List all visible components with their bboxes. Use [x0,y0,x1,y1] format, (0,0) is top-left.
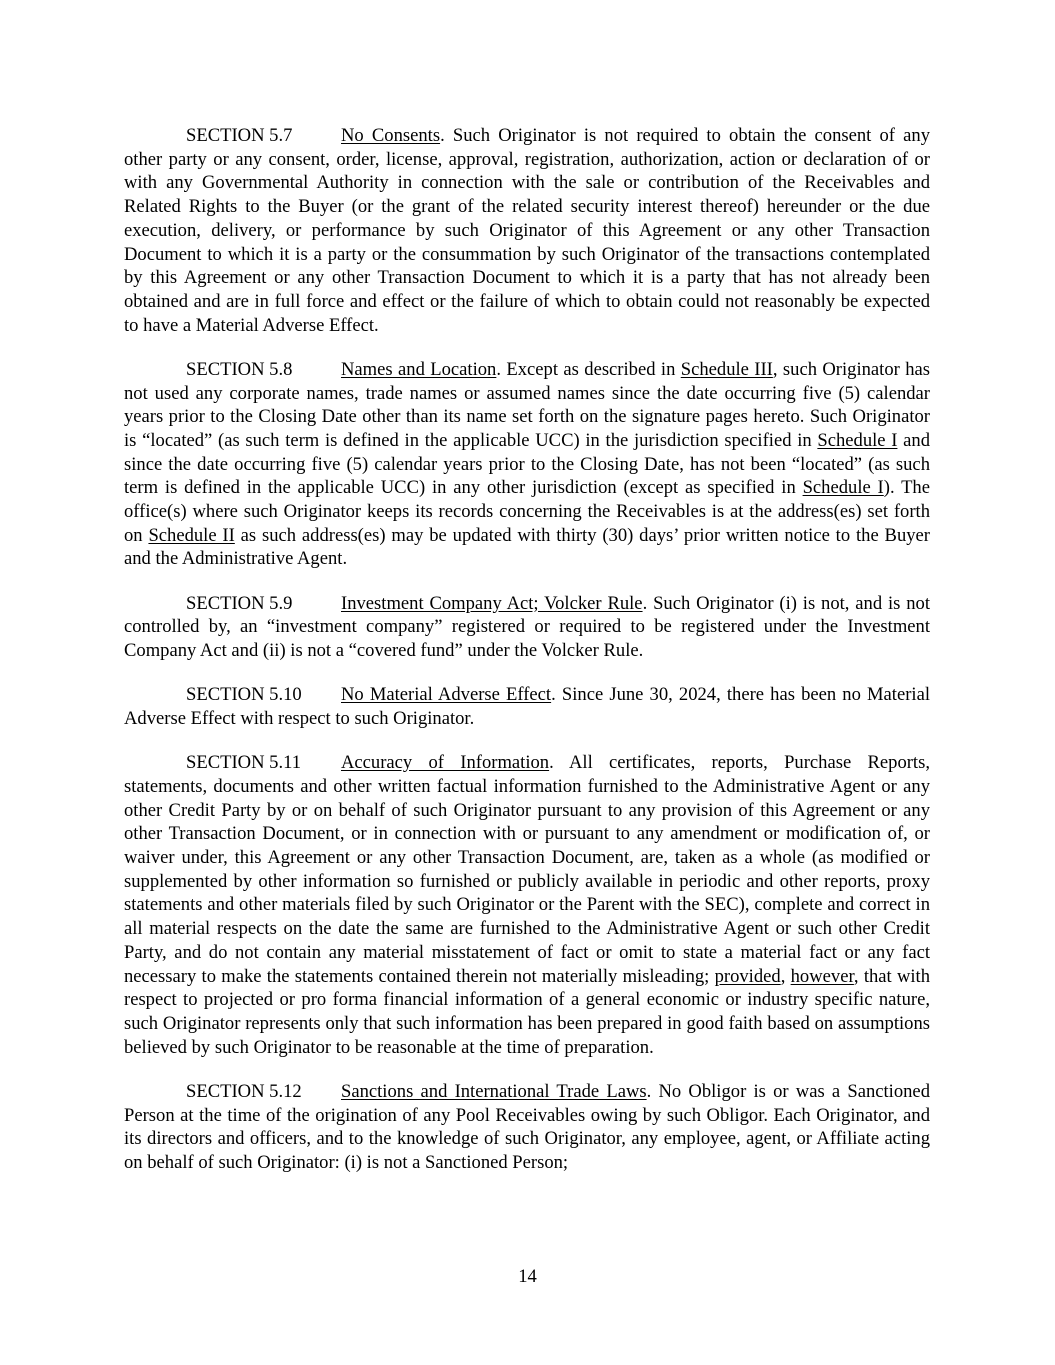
section-text: ). The office(s) where such Originator keeps its records concerning the Receivables is at the address(es) set forth on [124,477,930,546]
section-paragraph: SECTION 5.7 No Consents. Such Originator is not required to obtain the consent of any other party or any consent, order, license, approval, registration, authorization, action or declaration of or with any Governmental Authority in connection with the sale or contribution of the Receivables and Related Rights to the Buyer (or the grant of the related security interest thereof) hereunder or the due execution, delivery, or performance by such Originator of this Agreement or any other Transaction Document to which it is a party or the consummation by such Originator of the transactions contemplated by this Agreement or any other Transaction Document to which it is a party that has not already been obtained and are in full force and effect or the failure of which to obtain could not reasonably be expected to have a Material Adverse Effect. [124,125,931,336]
section-title: Investment Company Act; Volcker Rule [341,592,643,614]
underlined-term: Schedule I [817,429,898,451]
section-title: Sanctions and International Trade Laws [341,1080,647,1102]
underlined-term: provided [714,965,781,987]
section-text: Such Originator (i) is not, and is not controlled by, an “investment company” registered or required to be registered under the Investment Company Act and (ii) is not a “covered fund” under the Volcker Rule. [124,592,930,662]
section-number: SECTION 5.12 [186,1080,302,1102]
section-number: SECTION 5.10 [186,684,302,706]
section-text: and since the date occurring five (5) calendar years prior to the Closing Date, has not been “located” (as such term is defined in the applicable UCC) in any other jurisdiction (except as specified in [124,429,930,499]
section-text: All certificates, reports, Purchase Reports, statements, documents and other written factual information furnished to the Administrative Agent or any other Credit Party by or on behalf of such Originator pursuant to any provision of this Agreement or any other Transaction Document, or in connection with or pursuant to any amendment or modification of, or waiver under, this Agreement or any other Transaction Document, are, taken as a whole (as modified or supplemented by other information so furnished or publicly available in periodic and other reports, proxy statements and other materials filed by such Originator or the Parent with the SEC), complete and correct in all material respects on the date the same are furnished to the Administrative Agent or such other Credit Party, and do not contain any material misstatement of fact or omit to state a material fact or any fact necessary to make the statements contained therein not materially misleading; [124,752,930,987]
section-text: Since June 30, 2024, there has been no Material Adverse Effect with respect to such Originator. [124,684,931,729]
section-number: SECTION 5.11 [186,752,302,774]
section-paragraph: SECTION 5.12 Sanctions and International Trade Laws. No Obligor is or was a Sanctioned Person at the time of the origination of any Pool Receivables owing by such Obligor. Each Originator, and its directors and officers, and to the knowledge of such Originator, any employee, agent, or Affiliate acting on behalf of such Originator: (i) is not a Sanctioned Person; [124,1080,930,1173]
underlined-term: Schedule II [148,524,235,546]
section-text: , [780,965,791,987]
underlined-term: Schedule III [680,358,773,380]
section-text: Such Originator is not required to obtain the consent of any other party or any consent, order, license, approval, registration, authorization, action or declaration of or with any Governmental Authority in connection with the sale or contribution of the Receivables and Related Rights to the Buyer (or the grant of the related security interest thereof) hereunder or the due execution, delivery, or performance by such Originator of this Agreement or any other Transaction Document to which it is a party or the consummation by such Originator of the transactions contemplated by this Agreement or any other Transaction Document to which it is a party that has not already been obtained and are in full force and effect or the failure of which to obtain could not reasonably be expected to have a Material Adverse Effect. [124,125,931,336]
underlined-term: however [790,965,854,987]
section-number: SECTION 5.7 [186,125,293,146]
section-title: No Material Adverse Effect [341,684,552,706]
section-title: No Consents [341,125,441,146]
section-number: SECTION 5.8 [186,358,293,380]
section-paragraph: SECTION 5.10 No Material Adverse Effect. Since June 30, 2024, there has been no Material Adverse Effect with respect to such Originator. [124,684,931,729]
section-text: , such Originator has not used any corporate names, trade names or assumed names since the date occurring five (5) calendar years prior to the Closing Date other than its name set forth on the signature pages hereto. Such Originator is “located” (as such term is defined in the applicable UCC) in the jurisdiction specified in [124,358,930,451]
section-text: as such address(es) may be updated with thirty (30) days’ prior written notice to the Buyer and the Administrative Agent. [124,524,930,570]
section-title: Accuracy of Information [341,752,550,774]
section-text: No Obligor is or was a Sanctioned Person at the time of the origination of any Pool Receivables owing by such Obligor. Each Originator, and its directors and officers, and to the knowledge of such Originator, any employee, agent, or Affiliate acting on behalf of such Originator: (i) is not a Sanctioned Person; [124,1080,930,1173]
section-paragraph: SECTION 5.11 Accuracy of Information. All certificates, reports, Purchase Reports, statements, documents and other written factual information furnished to the Administrative Agent or any other Credit Party by or on behalf of such Originator pursuant to any provision of this Agreement or any other Transaction Document, or in connection with or pursuant to any amendment or modification of, or waiver under, this Agreement or any other Transaction Document, are, taken as a whole (as modified or supplemented by other information so furnished or publicly available in periodic and other reports, proxy statements and other materials filed by such Originator or the Parent with the SEC), complete and correct in all material respects on the date the same are furnished to the Administrative Agent or such other Credit Party, and do not contain any material misstatement of fact or omit to state a material fact or any fact necessary to make the statements contained therein not materially misleading; provided, however, that with respect to projected or pro forma financial information of a general economic or industry specific nature, such Originator represents only that such information has been prepared in good faith based on assumptions believed by such Originator to be reasonable at the time of preparation. [124,752,931,1058]
document-page [124,124,930,1195]
section-title: Names and Location [341,358,497,380]
section-number: SECTION 5.9 [186,592,293,614]
section-text: , that with respect to projected or pro forma financial information of a general economic or industry specific nature, such Originator represents only that such information has been prepared in good faith based on assumptions believed by such Originator to be reasonable at the time of preparation. [124,965,931,1058]
section-text: Except as described in [506,358,681,380]
page-number: 14 [518,1266,537,1287]
sections-container [124,124,930,1175]
section-paragraph: SECTION 5.8 Names and Location. Except as described in Schedule III, such Originator has not used any corporate names, trade names or assumed names since the date occurring five (5) calendar years prior to the Closing Date other than its name set forth on the signature pages hereto. Such Originator is “located” (as such term is defined in the applicable UCC) in the jurisdiction specified in Schedule I and since the date occurring five (5) calendar years prior to the Closing Date, has not been “located” (as such term is defined in the applicable UCC) in any other jurisdiction (except as specified in Schedule I). The office(s) where such Originator keeps its records concerning the Receivables is at the address(es) set forth on Schedule II as such address(es) may be updated with thirty (30) days’ prior written notice to the Buyer and the Administrative Agent. [124,358,930,570]
section-paragraph: SECTION 5.9 Investment Company Act; Volcker Rule. Such Originator (i) is not, and is not controlled by, an “investment company” registered or required to be registered under the Investment Company Act and (ii) is not a “covered fund” under the Volcker Rule. [124,592,930,662]
underlined-term: Schedule I [802,477,884,499]
